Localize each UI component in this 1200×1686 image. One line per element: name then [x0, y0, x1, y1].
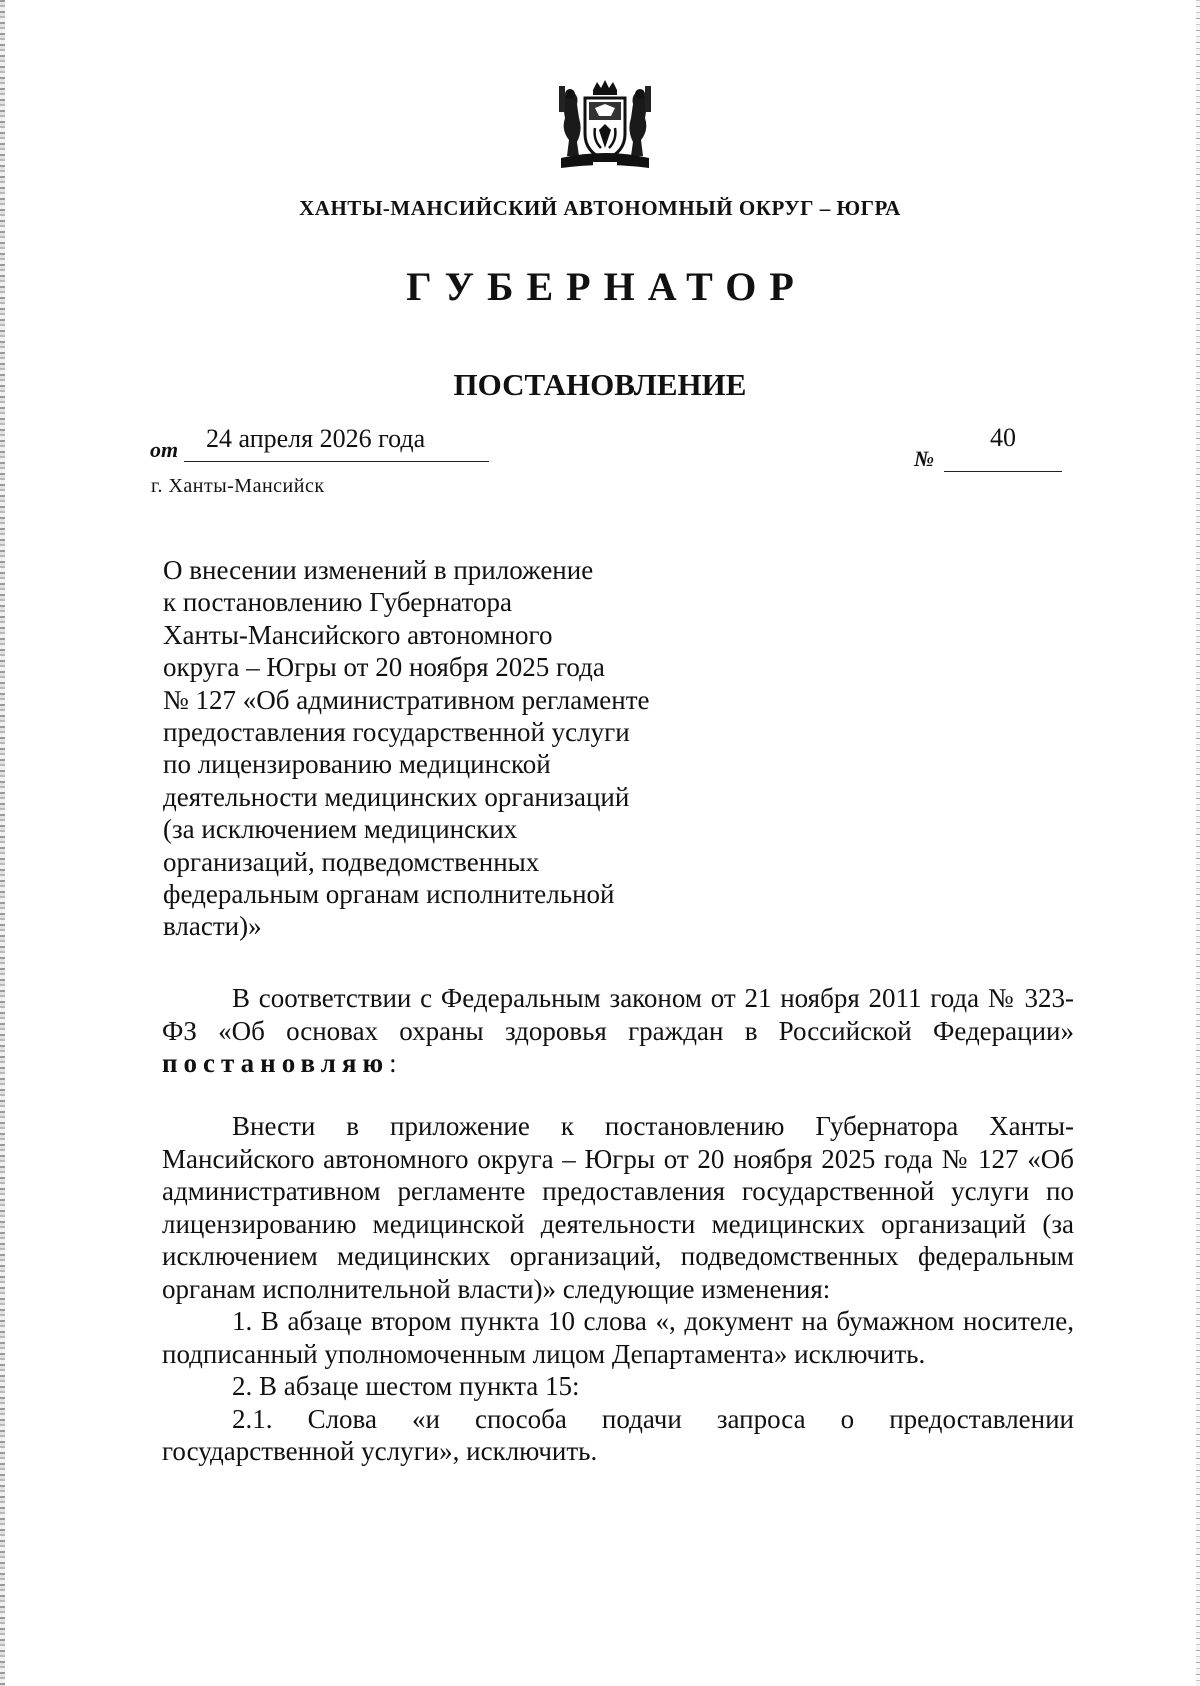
- preamble-paragraph: [162, 982, 1074, 1080]
- subject-line: предоставления государственной услуги: [163, 717, 630, 748]
- document-number: 40: [990, 423, 1016, 452]
- scan-edge-left: [0, 0, 5, 1686]
- amendments-section: [162, 1110, 1074, 1468]
- preamble-text: В соответствии с Федеральным законом от 21 ноября 2011 года № 323-ФЗ «Об основах охраны здоровья граждан в Российской Федерации»: [162, 983, 1074, 1046]
- region-name: ХАНТЫ-МАНСИЙСКИЙ АВТОНОМНЫЙ ОКРУГ – ЮГРА: [299, 196, 901, 220]
- authority-title: ГУБЕРНАТОР: [406, 264, 807, 309]
- subject-line: деятельности медицинских организаций: [163, 781, 630, 812]
- date-underline: [184, 461, 489, 462]
- subject-line: (за исключением медицинских: [163, 814, 518, 845]
- amendment-item-1: 1. В абзаце втором пункта 10 слова «, документ на бумажном носителе, подписанный уполномоченным лицом Департамента» исключить.: [162, 1306, 1074, 1369]
- decree-word: постановляю: [162, 1048, 390, 1078]
- subject-line: организаций, подведомственных: [163, 846, 540, 877]
- subject-line: Ханты-Мансийского автономного: [163, 619, 553, 650]
- number-underline: [944, 471, 1062, 472]
- amendment-item-2: 2. В абзаце шестом пункта 15:: [232, 1371, 580, 1401]
- subject-line: по лицензированию медицинской: [163, 749, 551, 780]
- document-subject: [163, 554, 650, 943]
- amendments-intro: Внести в приложение к постановлению Губернатора Ханты-Мансийского автономного округа – Югры от 20 ноября 2025 года № 127 «Об административном регламенте предоставления государственной услуги по лицензированию медицинской деятельности медицинских организаций (за исключением медицинских организаций, подведомственных федеральным органам исполнительной власти)» следующие изменения:: [162, 1111, 1074, 1304]
- number-sign: №: [914, 446, 935, 471]
- subject-line: № 127 «Об административном регламенте: [163, 684, 650, 715]
- scan-edge-right: [1196, 0, 1200, 1686]
- subject-line: власти)»: [163, 911, 262, 942]
- subject-line: к постановлению Губернатора: [163, 587, 512, 618]
- decree-colon: :: [389, 1048, 397, 1078]
- subject-line: О внесении изменений в приложение: [163, 555, 594, 585]
- document-type: ПОСТАНОВЛЕНИЕ: [453, 367, 747, 402]
- subject-line: округа – Югры от 20 ноября 2025 года: [163, 652, 605, 683]
- subject-line: федеральным органам исполнительной: [163, 879, 615, 910]
- issue-city: г. Ханты-Мансийск: [151, 475, 325, 497]
- date-prefix: от: [150, 437, 179, 462]
- amendment-item-2-1: 2.1. Слова «и способа подачи запроса о предоставлении государственной услуги», исключить.: [162, 1403, 1074, 1466]
- coat-of-arms-emblem: [555, 78, 655, 174]
- document-date: 24 апреля 2026 года: [206, 424, 426, 453]
